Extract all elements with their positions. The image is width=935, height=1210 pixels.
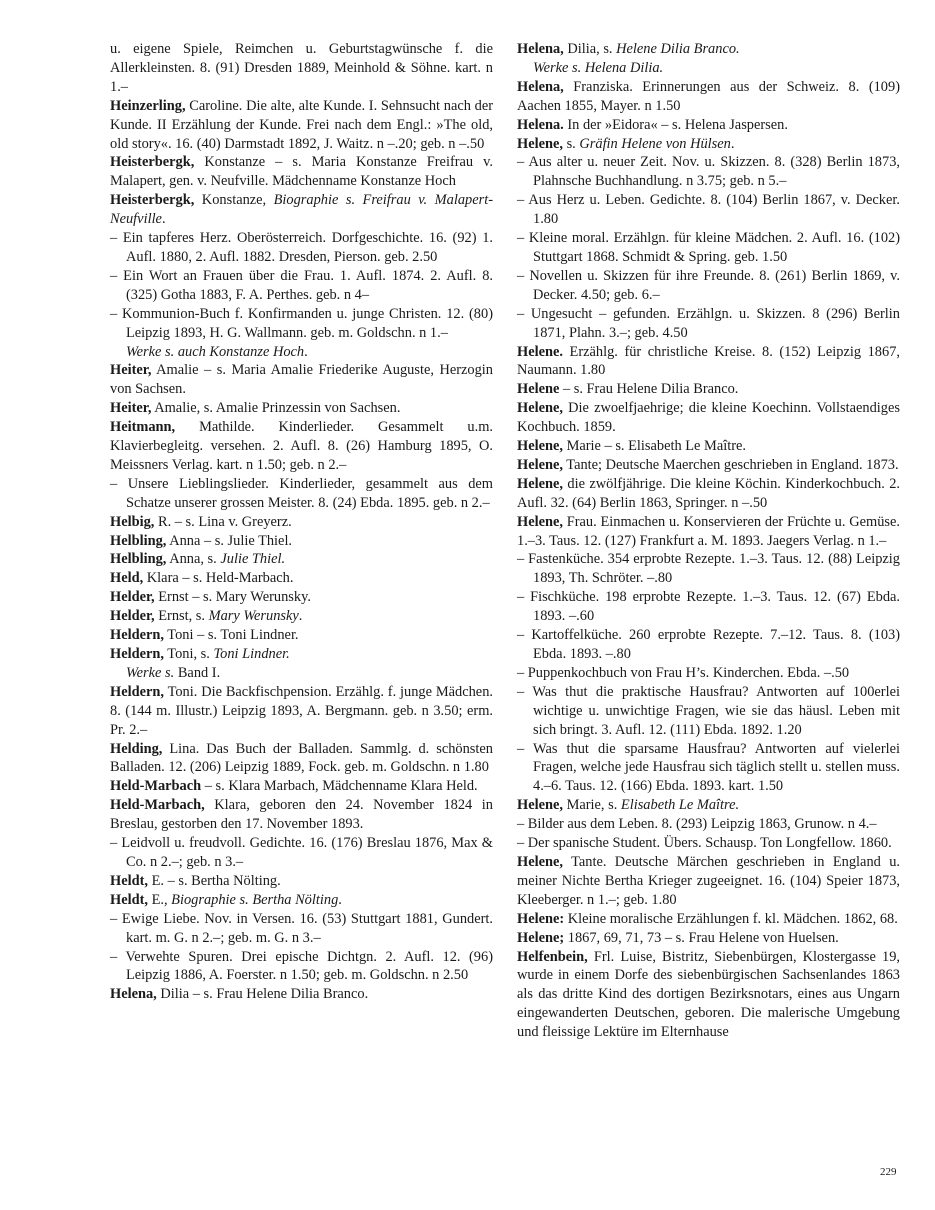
right-entry: [517, 550, 900, 588]
entry-text: Amalie, s. Amalie Prinzessin von Sachsen.: [151, 400, 401, 417]
entry-italic-text: Toni Lindner.: [213, 646, 290, 662]
right-entry: [517, 59, 900, 78]
right-entry: [517, 834, 900, 853]
left-entry: [110, 891, 493, 910]
entry-heading: Helena,: [517, 41, 564, 57]
entry-heading: Helene;: [517, 929, 565, 946]
entry-text: Tante. Deutsche Märchen geschrieben in England u. meiner Nichte Bertha Krieger zugeeignet. 16. (104) Speier 1873, Kleeberger. n 1.–; geb. 1.80: [517, 853, 900, 908]
entry-text: – Kleine moral. Erzählgn. für kleine Mädchen. 2. Aufl. 16. (102) Stuttgart 1868. Schmidt & Spring. geb. 1.50: [517, 230, 900, 265]
left-entry: [110, 645, 493, 664]
entry-italic-text: Gräfin Helene von Hülsen: [579, 135, 731, 152]
entry-text: Frau. Einmachen u. Konservieren der Früchte u. Gemüse. 1.–3. Taus. 12. (127) Frankfurt a. M. 1893. Jaegers Verlag. n 1.–: [517, 513, 900, 549]
entry-heading: Helene,: [517, 797, 563, 814]
entry-text: Franziska. Erinnerungen aus der Schweiz. 8. (109) Aachen 1855, Mayer. n 1.50: [517, 78, 900, 114]
right-entry: [517, 380, 900, 399]
entry-heading: Heinzerling,: [110, 97, 186, 114]
entry-text: – Fischküche. 198 erprobte Rezepte. 1.–3. Taus. 12. (67) Ebda. 1893. –.60: [517, 589, 900, 625]
right-entry: [517, 399, 900, 437]
entry-text: Konstanze – s. Maria Konstanze Freifrau v. Malapert, gen. v. Neufville. Mädchenname Konstanze Hoch: [110, 154, 493, 190]
right-entry: [517, 815, 900, 834]
entry-italic-text: Werke s.: [126, 664, 175, 681]
left-column: [110, 40, 493, 1004]
entry-text: Anna – s. Julie Thiel.: [166, 532, 293, 549]
entry-text: Anna, s.: [166, 551, 221, 568]
left-entry: [110, 513, 493, 532]
right-column: [517, 40, 900, 1042]
right-entry: [517, 513, 900, 551]
right-entry: [517, 229, 900, 267]
entry-text: – Ungesucht – gefunden. Erzählgn. u. Skizzen. 8 (296) Berlin 1871, Plahn. 3.–; geb. 4.50: [517, 305, 900, 341]
entry-heading: Heldern,: [110, 683, 164, 700]
entry-heading: Held-Marbach,: [110, 797, 205, 814]
entry-text: – Verwehte Spuren. Drei epische Dichtgn. 2. Aufl. 12. (96) Leipzig 1886, A. Foerster. n 1.50; geb. m. Goldschn. n 2.50: [110, 948, 493, 984]
left-entry: [110, 834, 493, 872]
left-entry: [110, 607, 493, 626]
entry-heading: Heisterbergk,: [110, 192, 195, 209]
entry-heading: Helene:: [517, 910, 565, 927]
entry-text: Konstanze,: [194, 192, 274, 209]
entry-text: Band I.: [174, 664, 221, 681]
left-entry: [110, 948, 493, 986]
entry-text: Tante; Deutsche Maerchen geschrieben in England. 1873.: [562, 456, 899, 473]
right-entry: [517, 267, 900, 305]
left-entry: [110, 664, 493, 683]
entry-text: Ernst, s.: [154, 608, 209, 625]
left-entry: [110, 985, 493, 1004]
left-entry: [110, 910, 493, 948]
entry-italic-text: Elisabeth Le Maître.: [620, 797, 740, 814]
entry-text: – Aus Herz u. Leben. Gedichte. 8. (104) Berlin 1867, v. Decker. 1.80: [517, 192, 900, 228]
entry-heading: Helbling,: [110, 532, 167, 549]
entry-heading: Helene,: [517, 475, 563, 492]
entry-heading: Heldern,: [110, 646, 164, 662]
entry-heading: Helene,: [517, 438, 563, 455]
entry-heading: Helder,: [110, 589, 155, 606]
entry-text: die zwölfjährige. Die kleine Köchin. Kinderkochbuch. 2. Aufl. 32. (64) Berlin 1863, Springer. n –.50: [517, 475, 900, 511]
left-entry: [110, 796, 493, 834]
entry-text: – Novellen u. Skizzen für ihre Freunde. 8. (261) Berlin 1869, v. Decker. 4.50; geb. 6.–: [517, 267, 900, 303]
entry-heading: Helene,: [517, 513, 563, 530]
entry-italic-text: Biographie s. Bertha Nölting: [171, 891, 339, 908]
right-entry: [517, 853, 900, 910]
left-entry: [110, 872, 493, 891]
left-entry: [110, 475, 493, 513]
entry-text: s.: [562, 135, 580, 152]
entry-text: Toni – s. Toni Lindner.: [163, 627, 299, 644]
right-entry: [517, 910, 900, 929]
entry-text: Kleine moralische Erzählungen f. kl. Mädchen. 1862, 68.: [564, 910, 898, 927]
entry-heading: Helene: [517, 381, 560, 398]
left-entry: [110, 532, 493, 551]
right-entry: [517, 135, 900, 154]
entry-italic-text: Werke s. Helena Dilia.: [533, 59, 664, 76]
left-entry: [110, 550, 493, 569]
left-entry: [110, 229, 493, 267]
entry-text: Marie, s.: [562, 797, 621, 814]
entry-text: – Ein tapferes Herz. Oberösterreich. Dorfgeschichte. 16. (92) 1. Aufl. 1880, 2. Aufl. 1882. Dresden, Pierson. geb. 2.50: [110, 230, 493, 265]
entry-text: .: [161, 211, 166, 228]
entry-heading: Helene,: [517, 853, 563, 870]
entry-text: E.,: [147, 891, 172, 908]
right-entry: [517, 475, 900, 513]
entry-heading: Heitmann,: [110, 419, 176, 436]
right-entry: [517, 40, 900, 59]
right-entry: [517, 948, 900, 1043]
page-number: 229: [880, 1166, 897, 1178]
left-entry: [110, 267, 493, 305]
entry-text: Amalie – s. Maria Amalie Friederike Auguste, Herzogin von Sachsen.: [110, 362, 493, 398]
right-entry: [517, 664, 900, 683]
entry-text: – Puppenkochbuch von Frau H’s. Kinderchen. Ebda. –.50: [517, 664, 850, 681]
entry-heading: Helene,: [517, 456, 563, 473]
left-entry: [110, 418, 493, 475]
entry-text: – Was thut die praktische Hausfrau? Antworten auf 100erlei wichtige u. unwichtige Fragen, wie sie das häusl. Leben mit sich bringt. 3. Aufl. 12. (111) Ebda. 1892. 1.20: [517, 683, 900, 738]
left-entry: [110, 683, 493, 740]
entry-text: E. – s. Bertha Nölting.: [147, 872, 281, 889]
entry-text: – s. Frau Helene Dilia Branco.: [559, 381, 739, 398]
entry-italic-text: Mary Werunsky: [208, 608, 299, 625]
left-entry: [110, 361, 493, 399]
entry-text: Caroline. Die alte, alte Kunde. I. Sehnsucht nach der Kunde. II Erzählung der Kunde. Frei nach dem Engl.: »The old, old story«. 16. (40) Darmstadt 1892, J. Waitz. n –.20; geb. n –.50: [110, 97, 493, 152]
entry-text: Erzählg. für christliche Kreise. 8. (152) Leipzig 1867, Naumann. 1.80: [517, 343, 900, 379]
entry-text: – Aus alter u. neuer Zeit. Nov. u. Skizzen. 8. (328) Berlin 1873, Plahnsche Buchhandlung. n 3.75; geb. n 5.–: [517, 154, 900, 190]
left-entry: [110, 777, 493, 796]
right-entry: [517, 343, 900, 381]
entry-heading: Helena,: [110, 986, 157, 1003]
entry-text: – Kommunion-Buch f. Konfirmanden u. junge Christen. 12. (80) Leipzig 1893, H. G. Wallmann. geb. m. Goldschn. n 1.–: [110, 305, 493, 341]
entry-text: – Ein Wort an Frauen über die Frau. 1. Aufl. 1874. 2. Aufl. 8. (325) Gotha 1883, F. A. Perthes. geb. n 4–: [110, 267, 493, 303]
left-entry: [110, 343, 493, 362]
entry-heading: Helder,: [110, 608, 155, 625]
entry-text: Toni. Die Backfischpension. Erzählg. f. junge Mädchen. 8. (144 m. Illustr.) Leipzig 1893, A. Bergmann. geb. n 3.50; erm. Pr. 2.–: [110, 683, 493, 738]
entry-heading: Helbig,: [110, 513, 155, 530]
entry-heading: Heldt,: [110, 891, 148, 908]
entry-text: Frl. Luise, Bistritz, Siebenbürgen, Klostergasse 19, wurde in einem Dorfe des siebenbürgischen Sachsenlandes 1863 als das dritte Kind des dortigen Bezirksnotars, eines aus Ungarn eingewanderten Deutschen, geboren. Die malerische Umgebung und fleissige Lektüre im Elternhause: [517, 948, 900, 1041]
right-entry: [517, 191, 900, 229]
entry-text: .: [298, 608, 303, 625]
entry-heading: Heldt,: [110, 872, 148, 889]
entry-heading: Helbling,: [110, 551, 167, 568]
entry-text: .: [730, 135, 735, 152]
right-entry: [517, 588, 900, 626]
right-entry: [517, 78, 900, 116]
entry-text: – Leidvoll u. freudvoll. Gedichte. 16. (176) Breslau 1876, Max & Co. n 2.–; geb. n 3.–: [110, 835, 493, 870]
entry-heading: Heiter,: [110, 362, 152, 379]
right-entry: [517, 626, 900, 664]
entry-text: – Bilder aus dem Leben. 8. (293) Leipzig 1863, Grunow. n 4.–: [517, 816, 877, 833]
entry-italic-text: Helene Dilia Branco.: [616, 41, 740, 57]
right-entry: [517, 437, 900, 456]
entry-text: – Unsere Lieblingslieder. Kinderlieder, gesammelt aus dem Schatze unserer grossen Meister. 8. (24) Ebda. 1895. geb. n 2.–: [110, 475, 493, 511]
entry-text: – Der spanische Student. Übers. Schausp. Ton Longfellow. 1860.: [517, 835, 892, 852]
left-entry: [110, 569, 493, 588]
entry-text: 1867, 69, 71, 73 – s. Frau Helene von Huelsen.: [564, 929, 839, 946]
left-entry: [110, 40, 493, 97]
right-entry: [517, 929, 900, 948]
right-entry: [517, 153, 900, 191]
entry-text: Die zwoelfjaehrige; die kleine Koechinn. Vollstaendiges Kochbuch. 1859.: [517, 400, 900, 436]
entry-heading: Held-Marbach: [110, 778, 202, 795]
right-entry: [517, 116, 900, 135]
entry-heading: Helene.: [517, 343, 563, 360]
entry-text: Dilia, s.: [563, 41, 617, 57]
entry-text: Marie – s. Elisabeth Le Maître.: [562, 438, 746, 455]
right-entry: [517, 740, 900, 797]
left-entry: [110, 153, 493, 191]
entry-heading: Held,: [110, 570, 144, 587]
left-entry: [110, 588, 493, 607]
entry-heading: Helene,: [517, 400, 563, 417]
entry-heading: Helena.: [517, 116, 564, 133]
entry-heading: Heisterbergk,: [110, 154, 195, 171]
entry-heading: Helena,: [517, 78, 564, 95]
entry-text: – Was thut die sparsame Hausfrau? Antworten auf vielerlei Fragen, welche jede Hausfrau sich täglich stellt u. stellen muss. 4.–6. Taus. 12. (166) Ebda. 1893. kart. 1.50: [517, 740, 900, 795]
entry-italic-text: Julie Thiel.: [220, 551, 286, 568]
left-entry: [110, 399, 493, 418]
entry-text: .: [338, 891, 342, 908]
left-entry: [110, 97, 493, 154]
entry-text: Dilia – s. Frau Helene Dilia Branco.: [156, 986, 369, 1003]
entry-text: u. eigene Spiele, Reimchen u. Geburtstagwünsche f. die Allerkleinsten. 8. (91) Dresden 1889, Meinhold & Söhne. kart. n 1.–: [110, 41, 493, 95]
left-entry: [110, 191, 493, 229]
entry-heading: Heiter,: [110, 400, 152, 417]
entry-text: .: [304, 343, 308, 360]
entry-text: Mathilde. Kinderlieder. Gesammelt u.m. Klavierbegleitg. versehen. 2. Aufl. 8. (26) Hamburg 1895, O. Meissners Verlag. kart. n 1.50; geb. n 2.–: [110, 419, 493, 473]
entry-text: – s. Klara Marbach, Mädchenname Klara Held.: [201, 778, 478, 795]
left-entry: [110, 305, 493, 343]
entry-italic-text: Werke s. auch Konstanze Hoch: [126, 343, 305, 360]
entry-text: – Fastenküche. 354 erprobte Rezepte. 1.–3. Taus. 12. (88) Leipzig 1893, Th. Schröter. –.80: [517, 551, 900, 587]
left-entry: [110, 740, 493, 778]
right-entry: [517, 683, 900, 740]
left-entry: [110, 626, 493, 645]
entry-heading: Helfenbein,: [517, 948, 588, 965]
entry-heading: Helene,: [517, 135, 563, 152]
entry-heading: Helding,: [110, 740, 163, 757]
entry-heading: Heldern,: [110, 627, 164, 644]
entry-text: Lina. Das Buch der Balladen. Sammlg. d. schönsten Balladen. 12. (206) Leipzig 1889, Fock. geb. m. Goldschn. n 1.80: [110, 740, 493, 776]
entry-text: R. – s. Lina v. Greyerz.: [154, 513, 292, 530]
entry-text: Ernst – s. Mary Werunsky.: [154, 589, 311, 606]
right-entry: [517, 305, 900, 343]
entry-text: – Kartoffelküche. 260 erprobte Rezepte. 7.–12. Taus. 8. (103) Ebda. 1893. –.80: [517, 627, 900, 662]
entry-italic-text: Biographie s. Freifrau v. Malapert-Neufville: [110, 192, 493, 228]
entry-text: Klara, geboren den 24. November 1824 in Breslau, gestorben den 17. November 1893.: [110, 797, 493, 833]
entry-text: Toni, s.: [163, 646, 214, 662]
entry-text: Klara – s. Held-Marbach.: [143, 570, 294, 587]
right-entry: [517, 456, 900, 475]
entry-text: In der »Eidora« – s. Helena Jaspersen.: [563, 116, 788, 133]
right-entry: [517, 796, 900, 815]
entry-text: – Ewige Liebe. Nov. in Versen. 16. (53) Stuttgart 1881, Gundert. kart. m. G. n 2.–; geb. m. G. n 3.–: [110, 910, 493, 946]
